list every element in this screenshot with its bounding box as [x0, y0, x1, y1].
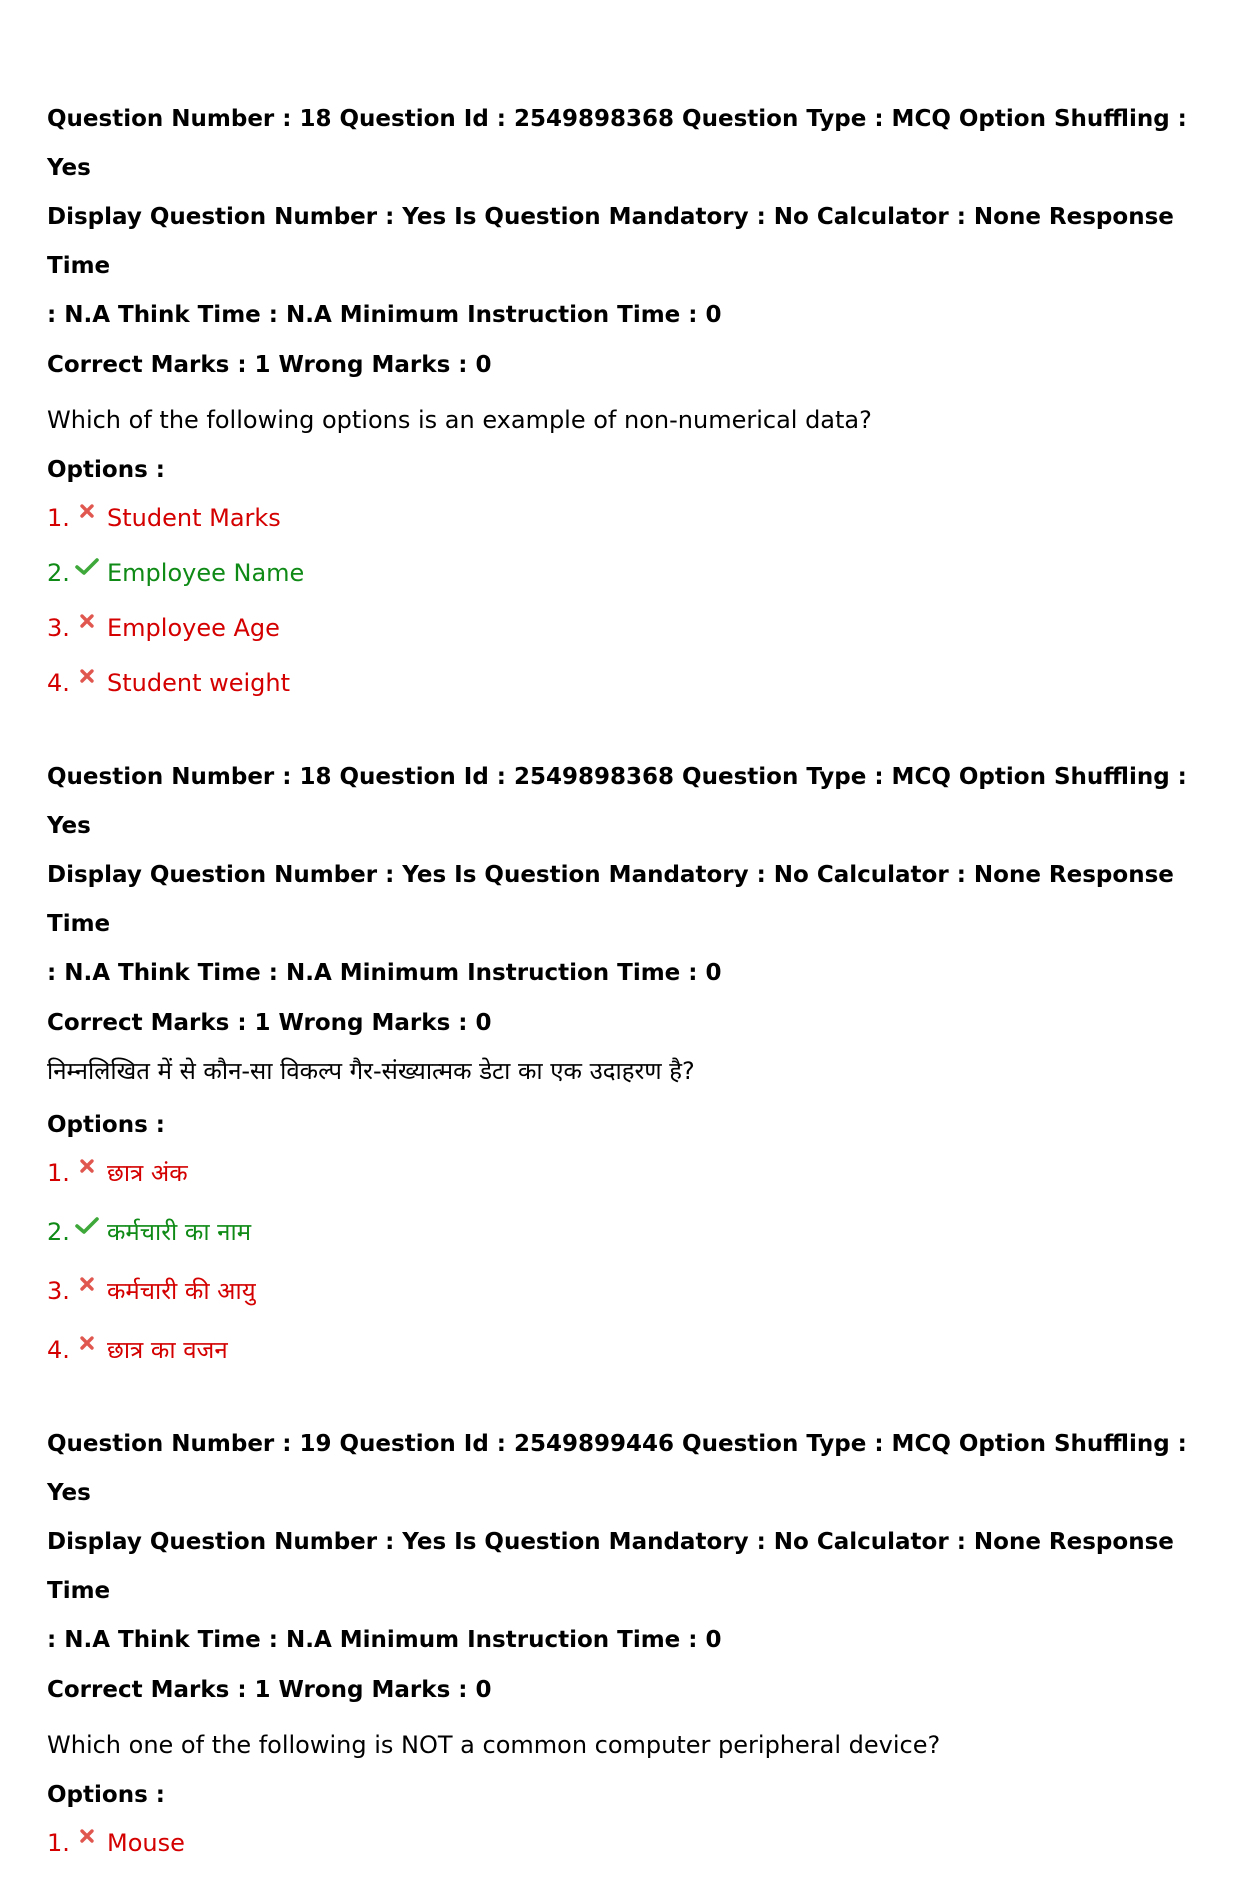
options-label: Options :: [47, 457, 165, 483]
question-meta-line: : N.A Think Time : N.A Minimum Instruction Time : 0: [47, 302, 722, 328]
options-label: Options :: [47, 1782, 165, 1808]
option-label: Employee Name: [107, 559, 305, 587]
cross-icon: [73, 668, 101, 698]
option-label: छात्र अंक: [107, 1159, 188, 1187]
option-item: [47, 1276, 1207, 1306]
question-block: [47, 95, 1207, 698]
options-label: Options :: [47, 1112, 165, 1138]
option-label: Employee Age: [107, 614, 280, 642]
question-text: निम्नलिखित में से कौन-सा विकल्प गैर-संख्यात्मक डेटा का एक उदाहरण है?: [47, 1057, 695, 1085]
question-block: [47, 1420, 1207, 1858]
check-icon: [73, 558, 101, 588]
check-icon: [73, 1217, 101, 1247]
option-label: कर्मचारी की आयु: [107, 1277, 256, 1305]
question-meta-line: Question Number : 18 Question Id : 2549898368 Question Type : MCQ Option Shuffling : Yes: [47, 764, 1187, 839]
question-meta-line: Display Question Number : Yes Is Question Mandatory : No Calculator : None Response Time: [47, 862, 1174, 937]
option-number: 3.: [47, 614, 70, 642]
question-text: Which of the following options is an example of non-numerical data?: [47, 406, 872, 434]
option-number: 1.: [47, 504, 70, 532]
options-list: [47, 503, 1207, 698]
options-list: [47, 1158, 1207, 1365]
cross-icon: [73, 503, 101, 533]
option-item: [47, 503, 1207, 533]
question-meta-line: : N.A Think Time : N.A Minimum Instruction Time : 0: [47, 1627, 722, 1653]
option-label: Student weight: [107, 669, 291, 697]
marks-info: Correct Marks : 1 Wrong Marks : 0: [47, 1677, 492, 1703]
option-number: 1.: [47, 1159, 70, 1187]
question-meta-line: Question Number : 19 Question Id : 2549899446 Question Type : MCQ Option Shuffling : Yes: [47, 1431, 1187, 1506]
option-item: [47, 668, 1207, 698]
question-block: [47, 753, 1207, 1365]
option-item: [47, 1158, 1207, 1188]
option-item: [47, 613, 1207, 643]
options-list: [47, 1828, 1207, 1858]
option-number: 3.: [47, 1277, 70, 1305]
question-paper: [47, 95, 1207, 1883]
option-label: कर्मचारी का नाम: [107, 1218, 252, 1246]
option-item: [47, 1828, 1207, 1858]
cross-icon: [73, 613, 101, 643]
question-meta-line: : N.A Think Time : N.A Minimum Instruction Time : 0: [47, 960, 722, 986]
option-number: 2.: [47, 1218, 70, 1246]
marks-info: Correct Marks : 1 Wrong Marks : 0: [47, 1010, 492, 1036]
cross-icon: [73, 1335, 101, 1365]
option-number: 4.: [47, 1336, 70, 1364]
cross-icon: [73, 1828, 101, 1858]
option-item: [47, 558, 1207, 588]
option-label: छात्र का वजन: [107, 1336, 228, 1364]
cross-icon: [73, 1276, 101, 1306]
option-number: 1.: [47, 1829, 70, 1857]
option-label: Mouse: [107, 1829, 185, 1857]
option-item: [47, 1335, 1207, 1365]
cross-icon: [73, 1158, 101, 1188]
option-item: [47, 1217, 1207, 1247]
option-label: Student Marks: [107, 504, 281, 532]
marks-info: Correct Marks : 1 Wrong Marks : 0: [47, 352, 492, 378]
option-number: 2.: [47, 559, 70, 587]
question-meta-line: Display Question Number : Yes Is Question Mandatory : No Calculator : None Response Time: [47, 1529, 1174, 1604]
question-meta-line: Display Question Number : Yes Is Question Mandatory : No Calculator : None Response Time: [47, 204, 1174, 279]
question-text: Which one of the following is NOT a common computer peripheral device?: [47, 1731, 941, 1759]
question-meta-line: Question Number : 18 Question Id : 2549898368 Question Type : MCQ Option Shuffling : Yes: [47, 106, 1187, 181]
option-number: 4.: [47, 669, 70, 697]
